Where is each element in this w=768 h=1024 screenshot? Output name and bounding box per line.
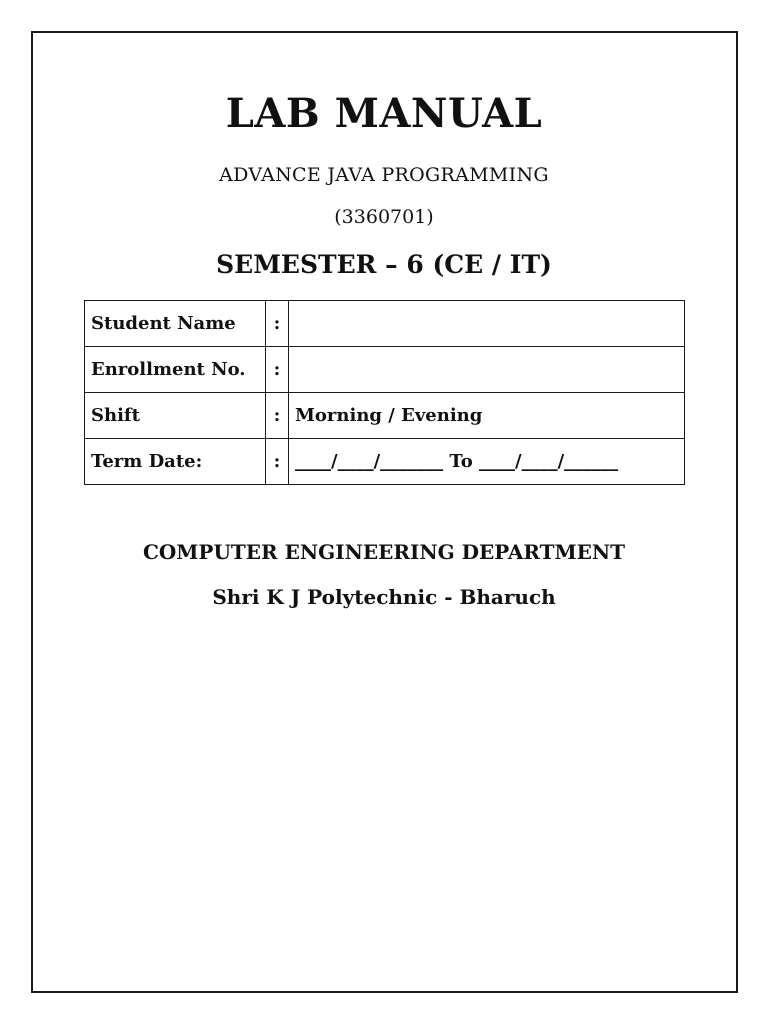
table-row-student-name — [85, 301, 685, 347]
enrollment-label: Enrollment No. — [85, 347, 266, 393]
enrollment-field[interactable] — [289, 347, 685, 393]
table-row-term-date — [85, 439, 685, 485]
separator-colon: : — [266, 347, 289, 393]
semester-heading: SEMESTER – 6 (CE / IT) — [216, 250, 552, 279]
term-date-label: Term Date: — [85, 439, 266, 485]
table-row-enrollment — [85, 347, 685, 393]
manual-title: LAB MANUAL — [225, 90, 543, 137]
separator-colon: : — [266, 393, 289, 439]
college-name: Shri K J Polytechnic - Bharuch — [212, 585, 556, 609]
separator-colon: : — [266, 301, 289, 347]
subject-name: ADVANCE JAVA PROGRAMMING — [219, 164, 549, 186]
student-name-label: Student Name — [85, 301, 266, 347]
table-row-shift — [85, 393, 685, 439]
subject-code: (3360701) — [334, 206, 434, 228]
separator-colon: : — [266, 439, 289, 485]
term-date-value: ____/____/_______ To ____/____/______ — [289, 439, 685, 485]
shift-value: Morning / Evening — [289, 393, 685, 439]
student-info-table — [84, 300, 685, 485]
student-name-field[interactable] — [289, 301, 685, 347]
shift-label: Shift — [85, 393, 266, 439]
department-name: COMPUTER ENGINEERING DEPARTMENT — [142, 540, 626, 564]
